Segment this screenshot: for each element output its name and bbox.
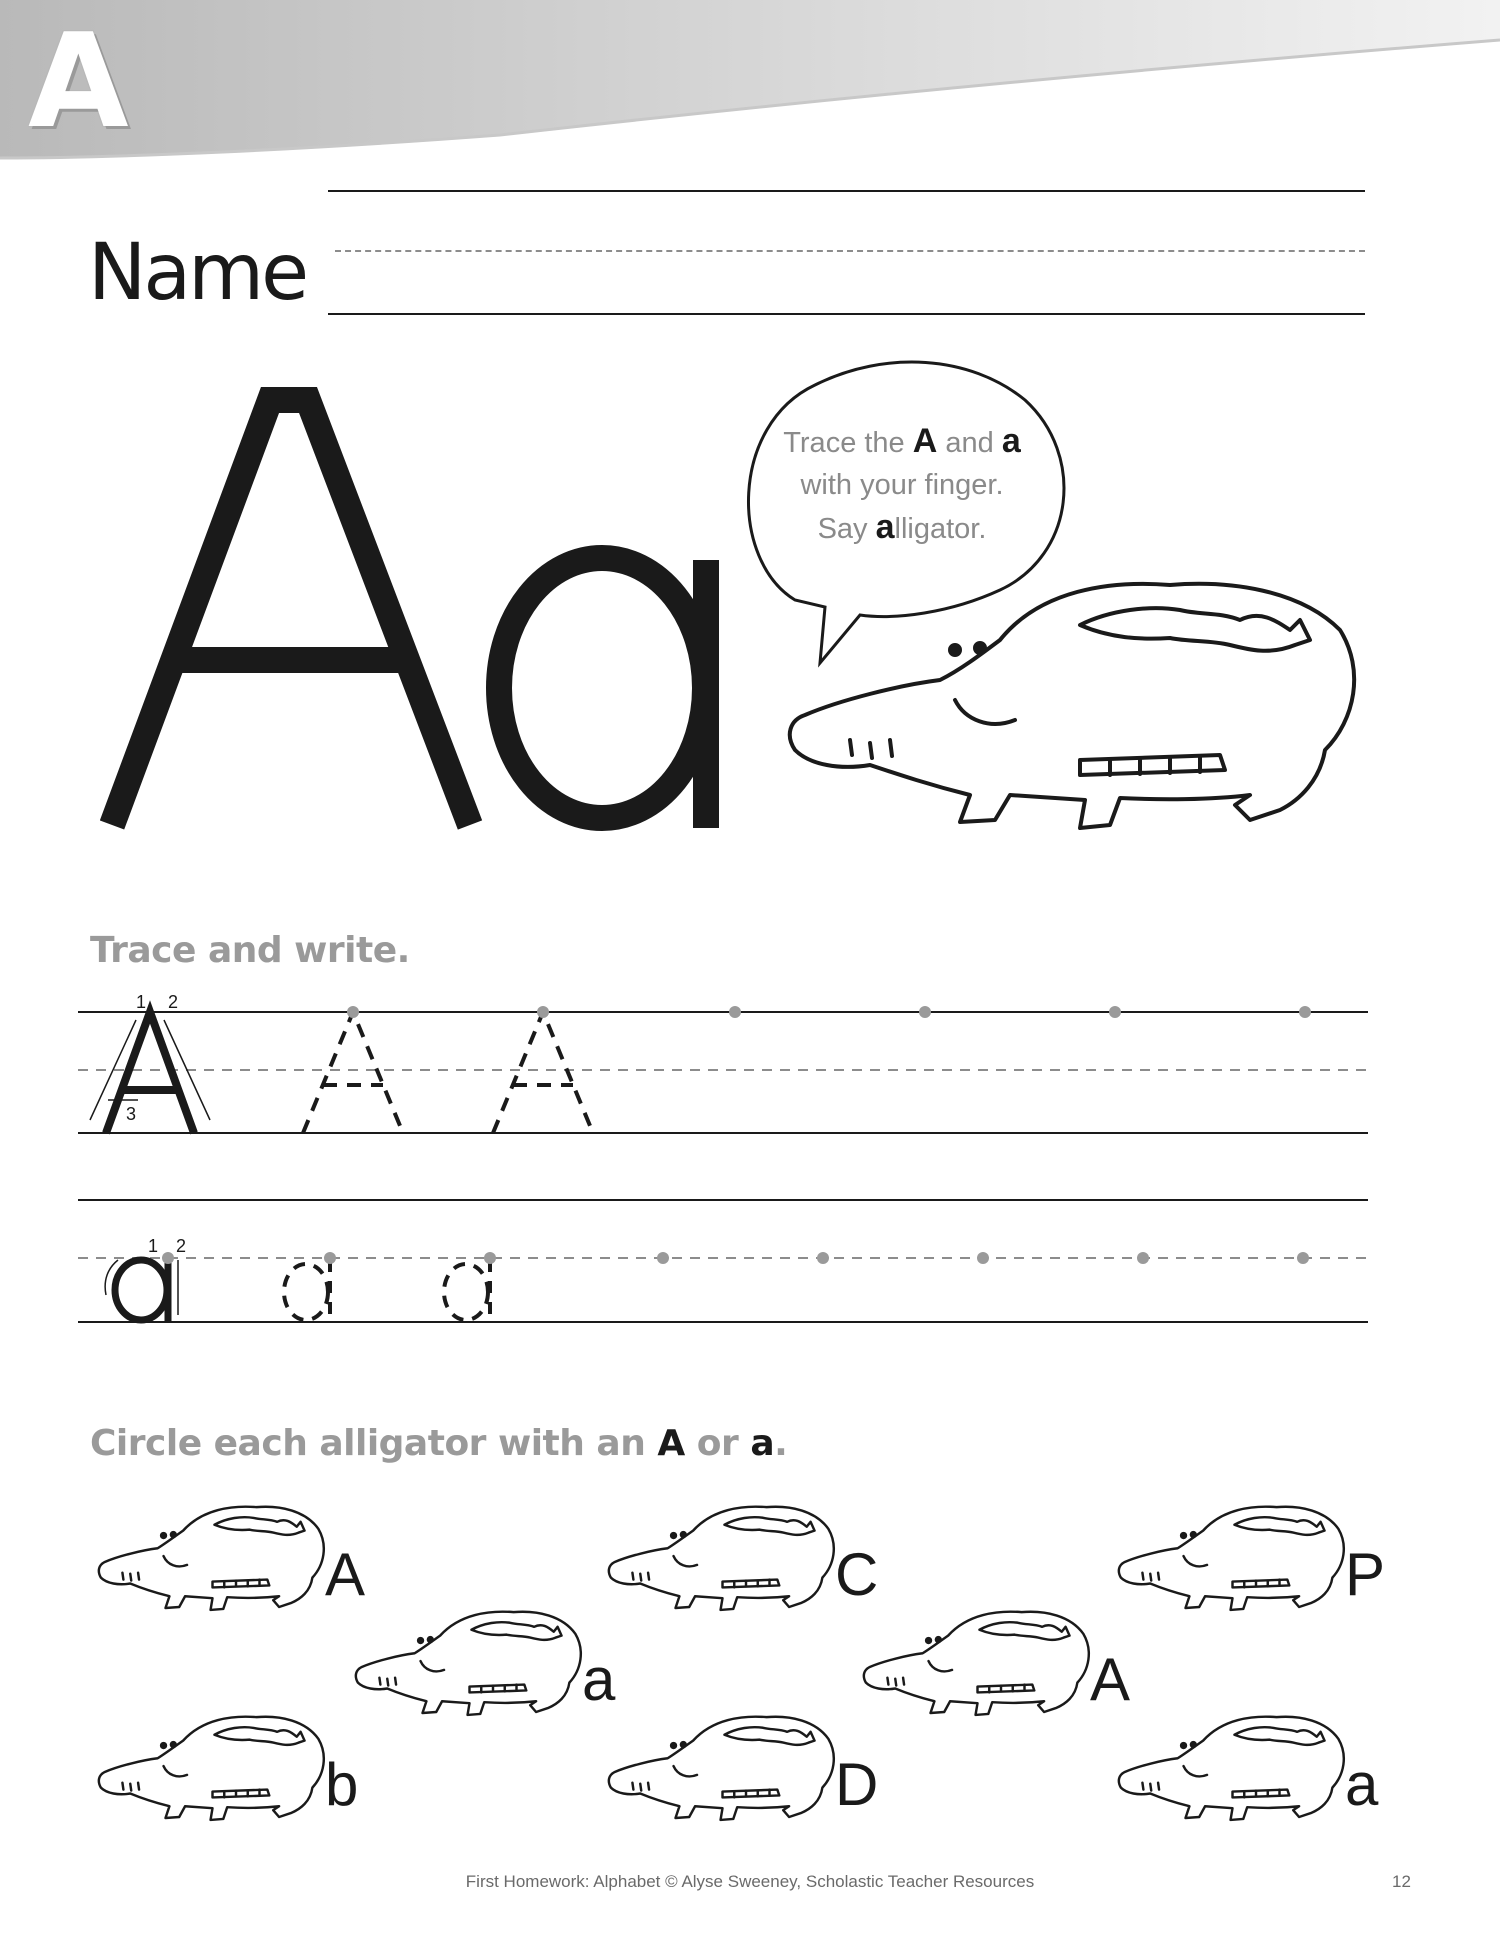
alligator-item[interactable] bbox=[95, 1500, 375, 1620]
speech-letter-a-2: a bbox=[875, 508, 895, 546]
speech-line-1-pre: Trace the bbox=[783, 427, 913, 459]
speech-line-2: with your finger. bbox=[800, 469, 1004, 501]
alligator-letter: P bbox=[1345, 1541, 1386, 1608]
name-mid-line bbox=[335, 250, 1365, 252]
alligator-icon bbox=[352, 1605, 587, 1725]
alligator-letter: D bbox=[835, 1751, 879, 1818]
lower-tracing-row[interactable] bbox=[78, 1200, 1368, 1322]
alligator-item[interactable] bbox=[352, 1605, 632, 1725]
alligator-icon bbox=[95, 1500, 330, 1620]
alligator-item[interactable] bbox=[1115, 1500, 1395, 1620]
circle-title-mid: or bbox=[684, 1423, 751, 1464]
big-letter-lower-bowl bbox=[499, 558, 705, 818]
speech-line-3-pre: Say bbox=[817, 513, 876, 545]
banner-letter: A bbox=[28, 5, 129, 157]
circle-title-letter-a: a bbox=[750, 1423, 775, 1464]
speech-letter-a: a bbox=[1001, 422, 1021, 460]
name-input-line[interactable] bbox=[328, 313, 1365, 315]
circle-title-post: . bbox=[774, 1423, 788, 1464]
alligator-letter: a bbox=[1345, 1751, 1379, 1818]
circle-section-title bbox=[90, 1423, 787, 1464]
speech-text bbox=[742, 420, 1062, 550]
alligator-icon bbox=[95, 1710, 330, 1830]
name-top-line bbox=[328, 190, 1365, 192]
alligator-item[interactable] bbox=[860, 1605, 1140, 1725]
alligator-letter: A bbox=[1090, 1646, 1131, 1713]
banner-swoosh bbox=[0, 0, 1500, 170]
speech-line-1-mid: and bbox=[937, 427, 1002, 459]
stroke-label-lower-1: 1 bbox=[148, 1236, 159, 1256]
alligator-icon bbox=[605, 1500, 840, 1620]
alligator-icon bbox=[1115, 1710, 1350, 1830]
alligator-icon bbox=[1115, 1500, 1350, 1620]
header-banner bbox=[0, 0, 1500, 170]
alligator-letter: C bbox=[835, 1541, 879, 1608]
alligator-item[interactable] bbox=[605, 1710, 885, 1830]
alligator-icon bbox=[605, 1710, 840, 1830]
stroke-label-upper-1: 1 bbox=[136, 992, 147, 1012]
big-letter-upper bbox=[112, 400, 470, 825]
alligator-icon bbox=[860, 1605, 1095, 1725]
footer-credit: First Homework: Alphabet © Alyse Sweeney, Scholastic Teacher Resources bbox=[465, 1872, 1035, 1891]
alligator-item[interactable] bbox=[95, 1710, 375, 1830]
stroke-label-upper-2: 2 bbox=[168, 992, 179, 1012]
speech-line-1 bbox=[742, 420, 1062, 464]
alligator-letter: A bbox=[325, 1541, 366, 1608]
trace-section-title: Trace and write. bbox=[90, 930, 410, 971]
big-letters[interactable] bbox=[100, 360, 760, 840]
circle-title-pre: Circle each alligator with an bbox=[90, 1423, 658, 1464]
alligator-letter: b bbox=[325, 1751, 359, 1818]
name-label: Name bbox=[88, 228, 307, 318]
alligator-item[interactable] bbox=[605, 1500, 885, 1620]
speech-line-3-post: lligator. bbox=[894, 513, 987, 545]
alligator-letter: a bbox=[582, 1646, 616, 1713]
circle-title-letter-A: A bbox=[657, 1423, 685, 1464]
alligator-item[interactable] bbox=[1115, 1710, 1395, 1830]
upper-tracing-row[interactable] bbox=[78, 1006, 1368, 1133]
speech-letter-A: A bbox=[912, 422, 938, 460]
stroke-label-lower-2: 2 bbox=[176, 1236, 187, 1256]
speech-line-3 bbox=[742, 506, 1062, 550]
tracing-lines[interactable] bbox=[78, 990, 1378, 1330]
alligator-illustration bbox=[780, 570, 1360, 840]
page-number: 12 bbox=[1392, 1872, 1411, 1891]
stroke-label-upper-3: 3 bbox=[126, 1104, 137, 1124]
